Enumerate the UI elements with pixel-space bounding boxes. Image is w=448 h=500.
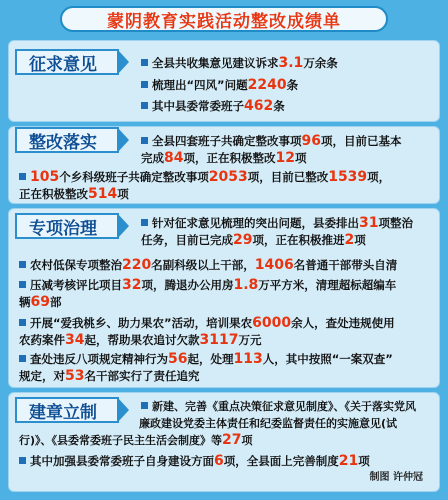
list-item: 全县四套班子共确定整改事项96项，目前已基本 完成84项，正在积极整改12项 [141, 133, 402, 166]
section-heading-2: 整改落实 [15, 127, 119, 153]
bullet-icon [19, 173, 26, 180]
list-item: 针对征求意见梳理的突出问题，县委排出31项整治 任务，目前已完成29项，正在积极推进2项 [141, 215, 413, 248]
list-item: 查处违反八项规定精神行为56起，处理113人，其中按照“一案双查” 规定，对53名干部实行了责任追究 [19, 351, 393, 384]
list-item: 开展“爱我桃乡、助力果农”活动，培训果农6000余人，查处违规使用 农药案件34起，帮助果农追讨欠款3117万元 [19, 315, 395, 348]
section-heading-3: 专项治理 [15, 213, 119, 239]
list-item: 其中县委常委班子462条 [141, 98, 285, 115]
list-item: 压减考核评比项目32项，腾退办公用房1.8万平方米，清理超标超编车 辆69部 [19, 277, 397, 310]
section-panel-4 [8, 392, 440, 492]
list-item-continued: 廉政建设党委主体责任和纪委监督责任的实施意见(试 行)》、《县委常委班子民主生活会制度》等27项 [19, 417, 398, 448]
bullet-icon [19, 319, 26, 326]
bullet-icon [141, 59, 148, 66]
title-bar [60, 6, 388, 32]
bullet-icon [141, 81, 148, 88]
list-item: 其中加强县委常委班子自身建设方面6项，全县面上完善制度21项 [19, 453, 437, 470]
bullet-icon [141, 102, 148, 109]
bullet-icon [141, 219, 148, 226]
list-item: 农村低保专项整治220名副科级以上干部，1406名普通干部带头自清 [19, 257, 437, 274]
section-panel-2 [8, 126, 440, 204]
list-item: 梳理出“四风”问题2240条 [141, 77, 298, 94]
list-item: 全县共收集意见建议诉求3.1万余条 [141, 55, 338, 72]
list-item: 新建、完善《重点决策征求意见制度》、《关于落实党风 [141, 399, 437, 415]
section-panel-1 [8, 40, 440, 122]
section-panel-3 [8, 208, 440, 388]
bullet-icon [19, 281, 26, 288]
section-heading-1: 征求意见 [15, 49, 119, 75]
bullet-icon [19, 457, 26, 464]
credit-text: 制图 许仲冠 [369, 472, 423, 483]
page-title: 蒙阴教育实践活动整改成绩单 [107, 11, 341, 32]
bullet-icon [141, 137, 148, 144]
bullet-icon [141, 402, 148, 409]
section-heading-4: 建章立制 [15, 397, 119, 423]
bullet-icon [19, 261, 26, 268]
list-item: 105个乡科级班子共确定整改事项2053项，目前已整改1539项， 正在积极整改514项 [19, 169, 391, 202]
bullet-icon [19, 355, 26, 362]
